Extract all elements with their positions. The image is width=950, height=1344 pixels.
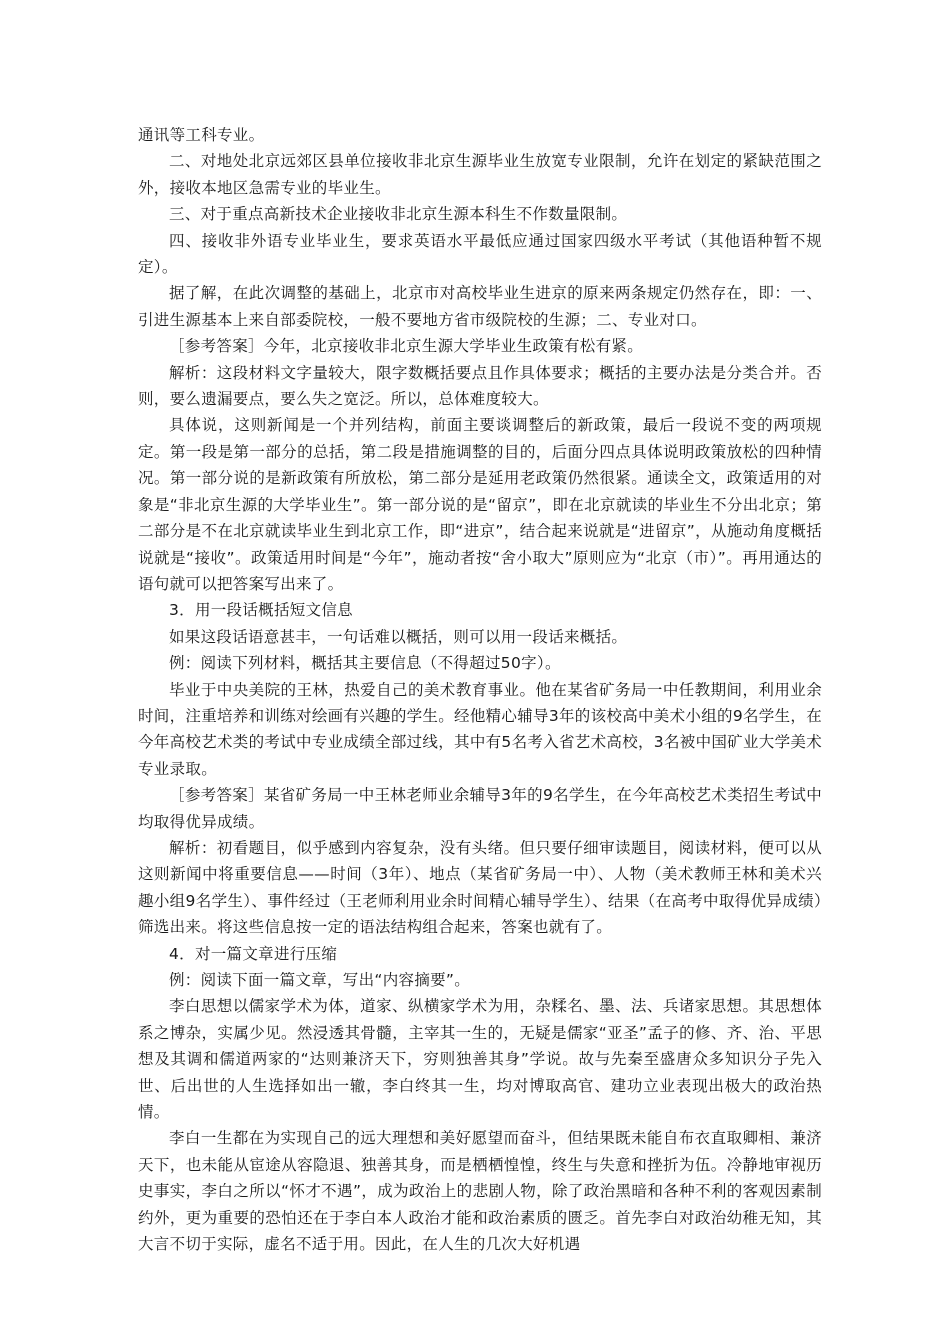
reference-answer: ［参考答案］今年，北京接收非北京生源大学毕业生政策有松有紧。 bbox=[169, 337, 644, 356]
example-material: 李白思想以儒家学术为体，道家、纵横家学术为用，杂糅名、墨、法、兵诸家思想。其思想体系之博杂，实属少见。然浸透其骨髓，主宰其一生的，无疑是儒家“亚圣”孟子的修、齐、治、平思想及其调和儒道两家的“达则兼济天下，穷则独善其身”学说。故与先秦至盛唐众多知识分子先入世、后出世的人生选择如出一辙，李白终其一生，均对博取高官、建功立业表现出极大的政治热情。 bbox=[138, 997, 822, 1122]
document-body bbox=[138, 122, 822, 1257]
analysis-paragraph: 解析：初看题目，似乎感到内容复杂，没有头绪。但只要仔细审读题目，阅读材料，便可以从这则新闻中将重要信息——时间（3年）、地点（某省矿务局一中）、人物（美术教师王林和美术兴趣小组9名学生）、事件经过（王老师利用业余时间精心辅导学生）、结果（在高考中取得优异成绩）筛选出来。将这些信息按一定的语法结构组合起来，答案也就有了。 bbox=[138, 838, 822, 937]
reference-answer: ［参考答案］某省矿务局一中王林老师业余辅导3年的9名学生，在今年高校艺术类招生考试中均取得优异成绩。 bbox=[138, 786, 822, 831]
section-heading: 3．用一段话概括短文信息 bbox=[169, 601, 353, 620]
paragraph: 二、对地处北京远郊区县单位接收非北京生源毕业生放宽专业限制，允许在划定的紧缺范围之外，接收本地区急需专业的毕业生。 bbox=[138, 152, 822, 197]
section-heading: 4．对一篇文章进行压缩 bbox=[169, 944, 338, 963]
example-prompt: 例：阅读下列材料，概括其主要信息（不得超过50字）。 bbox=[169, 654, 561, 673]
paragraph: 据了解，在此次调整的基础上，北京市对高校毕业生进京的原来两条规定仍然存在，即：一、引进生源基本上来自部委院校，一般不要地方省市级院校的生源；二、专业对口。 bbox=[138, 284, 822, 329]
paragraph: 具体说，这则新闻是一个并列结构，前面主要谈调整后的新政策，最后一段说不变的两项规定。第一段是第一部分的总括，第二段是措施调整的目的，后面分四点具体说明政策放松的四种情况。第一部分说的是新政策有所放松，第二部分是延用老政策仍然很紧。通读全文，政策适用的对象是“非北京生源的大学毕业生”。第一部分说的是“留京”，即在北京就读的毕业生不分出北京；第二部分是不在北京就读毕业生到北京工作，即“进京”，结合起来说就是“进留京”，从施动角度概括说就是“接收”。政策适用时间是“今年”，施动者按“舍小取大”原则应为“北京（市）”。再用通达的语句就可以把答案写出来了。 bbox=[138, 416, 822, 593]
paragraph: 四、接收非外语专业毕业生，要求英语水平最低应通过国家四级水平考试（其他语种暂不规定）。 bbox=[138, 231, 822, 277]
paragraph: 三、对于重点高新技术企业接收非北京生源本科生不作数量限制。 bbox=[169, 205, 628, 224]
paragraph: 如果这段话语意甚丰，一句话难以概括，则可以用一段话来概括。 bbox=[169, 627, 628, 646]
analysis-paragraph: 解析：这段材料文字量较大，限字数概括要点且作具体要求；概括的主要办法是分类合并。否则，要么遗漏要点，要么失之宽泛。所以，总体难度较大。 bbox=[138, 363, 822, 409]
example-material: 李白一生都在为实现自己的远大理想和美好愿望而奋斗，但结果既未能自布衣直取卿相、兼济天下，也未能从宦途从容隐退、独善其身，而是栖栖惶惶，终生与失意和挫折为伍。冷静地审视历史事实，李白之所以“怀才不遇”，成为政治上的悲剧人物，除了政治黑暗和各种不利的客观因素制约外，更为重要的恐怕还在于李白本人政治才能和政治素质的匮乏。首先李白对政治幼稚无知，其大言不切于实际，虚名不适于用。因此，在人生的几次大好机遇 bbox=[138, 1129, 822, 1254]
example-material: 毕业于中央美院的王林，热爱自己的美术教育事业。他在某省矿务局一中任教期间，利用业余时间，注重培养和训练对绘画有兴趣的学生。经他精心辅导3年的该校高中美术小组的9名学生，在今年高校艺术类的考试中专业成绩全部过线，其中有5名考入省艺术高校，3名被中国矿业大学美术专业录取。 bbox=[138, 680, 822, 778]
example-prompt: 例：阅读下面一篇文章，写出“内容摘要”。 bbox=[169, 971, 471, 989]
paragraph: 通讯等工科专业。 bbox=[138, 126, 265, 144]
